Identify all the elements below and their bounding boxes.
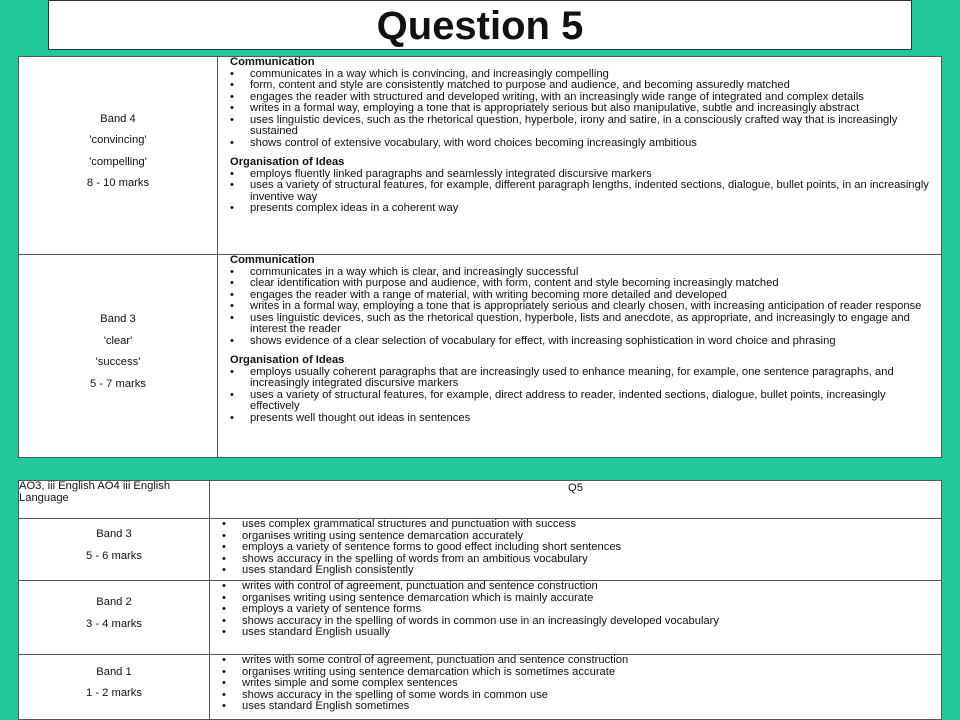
list-item: • clear identification with purpose and audience, with form, content and style becoming increasingly matched [218, 278, 937, 290]
list-item: • shows evidence of a clear selection of vocabulary for effect, with increasing sophistication in word choice and phrasing [218, 336, 937, 348]
communication-list [218, 69, 941, 150]
list-item: • uses standard English usually [210, 627, 937, 639]
list-item: • presents complex ideas in a coherent way [218, 203, 937, 215]
section-heading: Organisation of Ideas [230, 156, 345, 168]
band-label-cell [19, 519, 210, 581]
table-row-band-2 [19, 581, 942, 655]
table-row-band-1 [19, 655, 942, 720]
list-item: • organises writing using sentence demarcation accurately [210, 531, 937, 543]
table-row-band-4 [19, 57, 942, 255]
list-item: • engages the reader with structured and developed writing, with an increasingly wide range of integrated and complex details [218, 92, 937, 104]
band-name: Band 3 [100, 313, 136, 325]
list-item: • shows accuracy in the spelling of words in common use in an increasingly developed vocabulary [210, 616, 937, 628]
descriptor-list [210, 581, 941, 639]
list-item: • employs a variety of sentence forms to good effect including short sentences [210, 542, 937, 554]
band-marks: 3 - 4 marks [86, 617, 142, 630]
list-item: • employs a variety of sentence forms [210, 604, 937, 616]
band-4-descriptor-cell [218, 57, 942, 255]
list-item: • communicates in a way which is convincing, and increasingly compelling [218, 69, 937, 81]
list-item: • communicates in a way which is clear, and increasingly successful [218, 267, 937, 279]
slide-title [48, 0, 912, 50]
question-label-cell: Q5 [210, 481, 942, 519]
band-marks: 8 - 10 marks [86, 177, 150, 189]
list-item: • engages the reader with a range of material, with writing becoming more detailed and developed [218, 290, 937, 302]
list-item: • writes with control of agreement, punctuation and sentence construction [210, 581, 937, 593]
list-item: • shows accuracy in the spelling of some words in common use [210, 690, 937, 702]
band-descriptor-cell [210, 581, 942, 655]
band-marks: 5 - 6 marks [86, 549, 142, 562]
list-item: • writes simple and some complex sentences [210, 678, 937, 690]
list-item: • organises writing using sentence demarcation which is mainly accurate [210, 593, 937, 605]
list-item: • uses linguistic devices, such as the rhetorical question, hyperbole, irony and satire, in a consciously crafted way that is increasingly sustained [218, 115, 937, 138]
table-row-band-3 [19, 255, 942, 458]
band-name: Band 3 [96, 528, 132, 540]
organisation-list [218, 169, 941, 215]
band-quote: 'compelling' [89, 155, 147, 168]
list-item: • form, content and style are consistently matched to purpose and audience, and becoming assuredly matched [218, 80, 937, 92]
list-item: • writes with some control of agreement, punctuation and sentence construction [210, 655, 937, 667]
section-heading: Communication [230, 56, 315, 68]
descriptor-list [210, 655, 941, 713]
list-item: • uses standard English consistently [210, 565, 937, 577]
band-label-cell [19, 581, 210, 655]
organisation-list [218, 367, 941, 425]
list-item: • shows accuracy in the spelling of words from an ambitious vocabulary [210, 554, 937, 566]
section-heading: Organisation of Ideas [230, 354, 345, 366]
band-quote: 'success' [95, 356, 141, 368]
list-item: • organises writing using sentence demarcation which is sometimes accurate [210, 667, 937, 679]
list-item: • writes in a formal way, employing a tone that is appropriately serious and clearly chosen, with increasing anticipation of reader response [218, 301, 937, 313]
band-quote: 'clear' [103, 334, 133, 347]
list-item: • uses complex grammatical structures and punctuation with success [210, 519, 937, 531]
band-descriptor-cell [210, 655, 942, 720]
band-name: Band 1 [96, 665, 132, 678]
band-label-cell [19, 655, 210, 720]
list-item: • uses a variety of structural features, for example, direct address to reader, indented sections, dialogue, bullet points, increasingly effectively [218, 390, 937, 413]
list-item: • shows control of extensive vocabulary, with word choices becoming increasingly ambitious [218, 138, 937, 150]
band-table-lower [18, 480, 942, 720]
band-3-label-cell [19, 255, 218, 458]
band-marks: 5 - 7 marks [90, 377, 146, 390]
list-item: • uses a variety of structural features, for example, different paragraph lengths, indented sections, dialogue, bullet points, in an increasingly inventive way [218, 180, 937, 203]
band-name: Band 4 [100, 112, 136, 125]
list-item: • employs usually coherent paragraphs that are increasingly used to enhance meaning, for example, one sentence paragraphs, and increasingly integrated discursive markers [218, 367, 937, 390]
list-item: • uses standard English sometimes [210, 701, 937, 713]
descriptor-list [210, 519, 941, 577]
list-item: • presents well thought out ideas in sentences [218, 413, 937, 425]
band-marks: 1 - 2 marks [86, 687, 142, 699]
table-header-row [19, 481, 942, 519]
table-row-band-3 [19, 519, 942, 581]
assessment-objective-cell: AO3, iii English AO4 iii English Language [19, 481, 210, 519]
band-name: Band 2 [96, 596, 132, 608]
band-table-upper [18, 56, 942, 458]
list-item: • employs fluently linked paragraphs and seamlessly integrated discursive markers [218, 169, 937, 181]
list-item: • uses linguistic devices, such as the rhetorical question, hyperbole, lists and anecdote, as appropriate, and increasingly to engage and interest the reader [218, 313, 937, 336]
section-heading: Communication [230, 254, 315, 266]
list-item: • writes in a formal way, employing a tone that is appropriately serious but also manipulative, subtle and increasingly abstract [218, 103, 937, 115]
communication-list [218, 267, 941, 348]
band-quote: 'convincing' [89, 134, 147, 146]
slide-title-text: Question 5 [376, 4, 584, 48]
band-4-label-cell [19, 57, 218, 255]
band-3-descriptor-cell [218, 255, 942, 458]
band-descriptor-cell [210, 519, 942, 581]
